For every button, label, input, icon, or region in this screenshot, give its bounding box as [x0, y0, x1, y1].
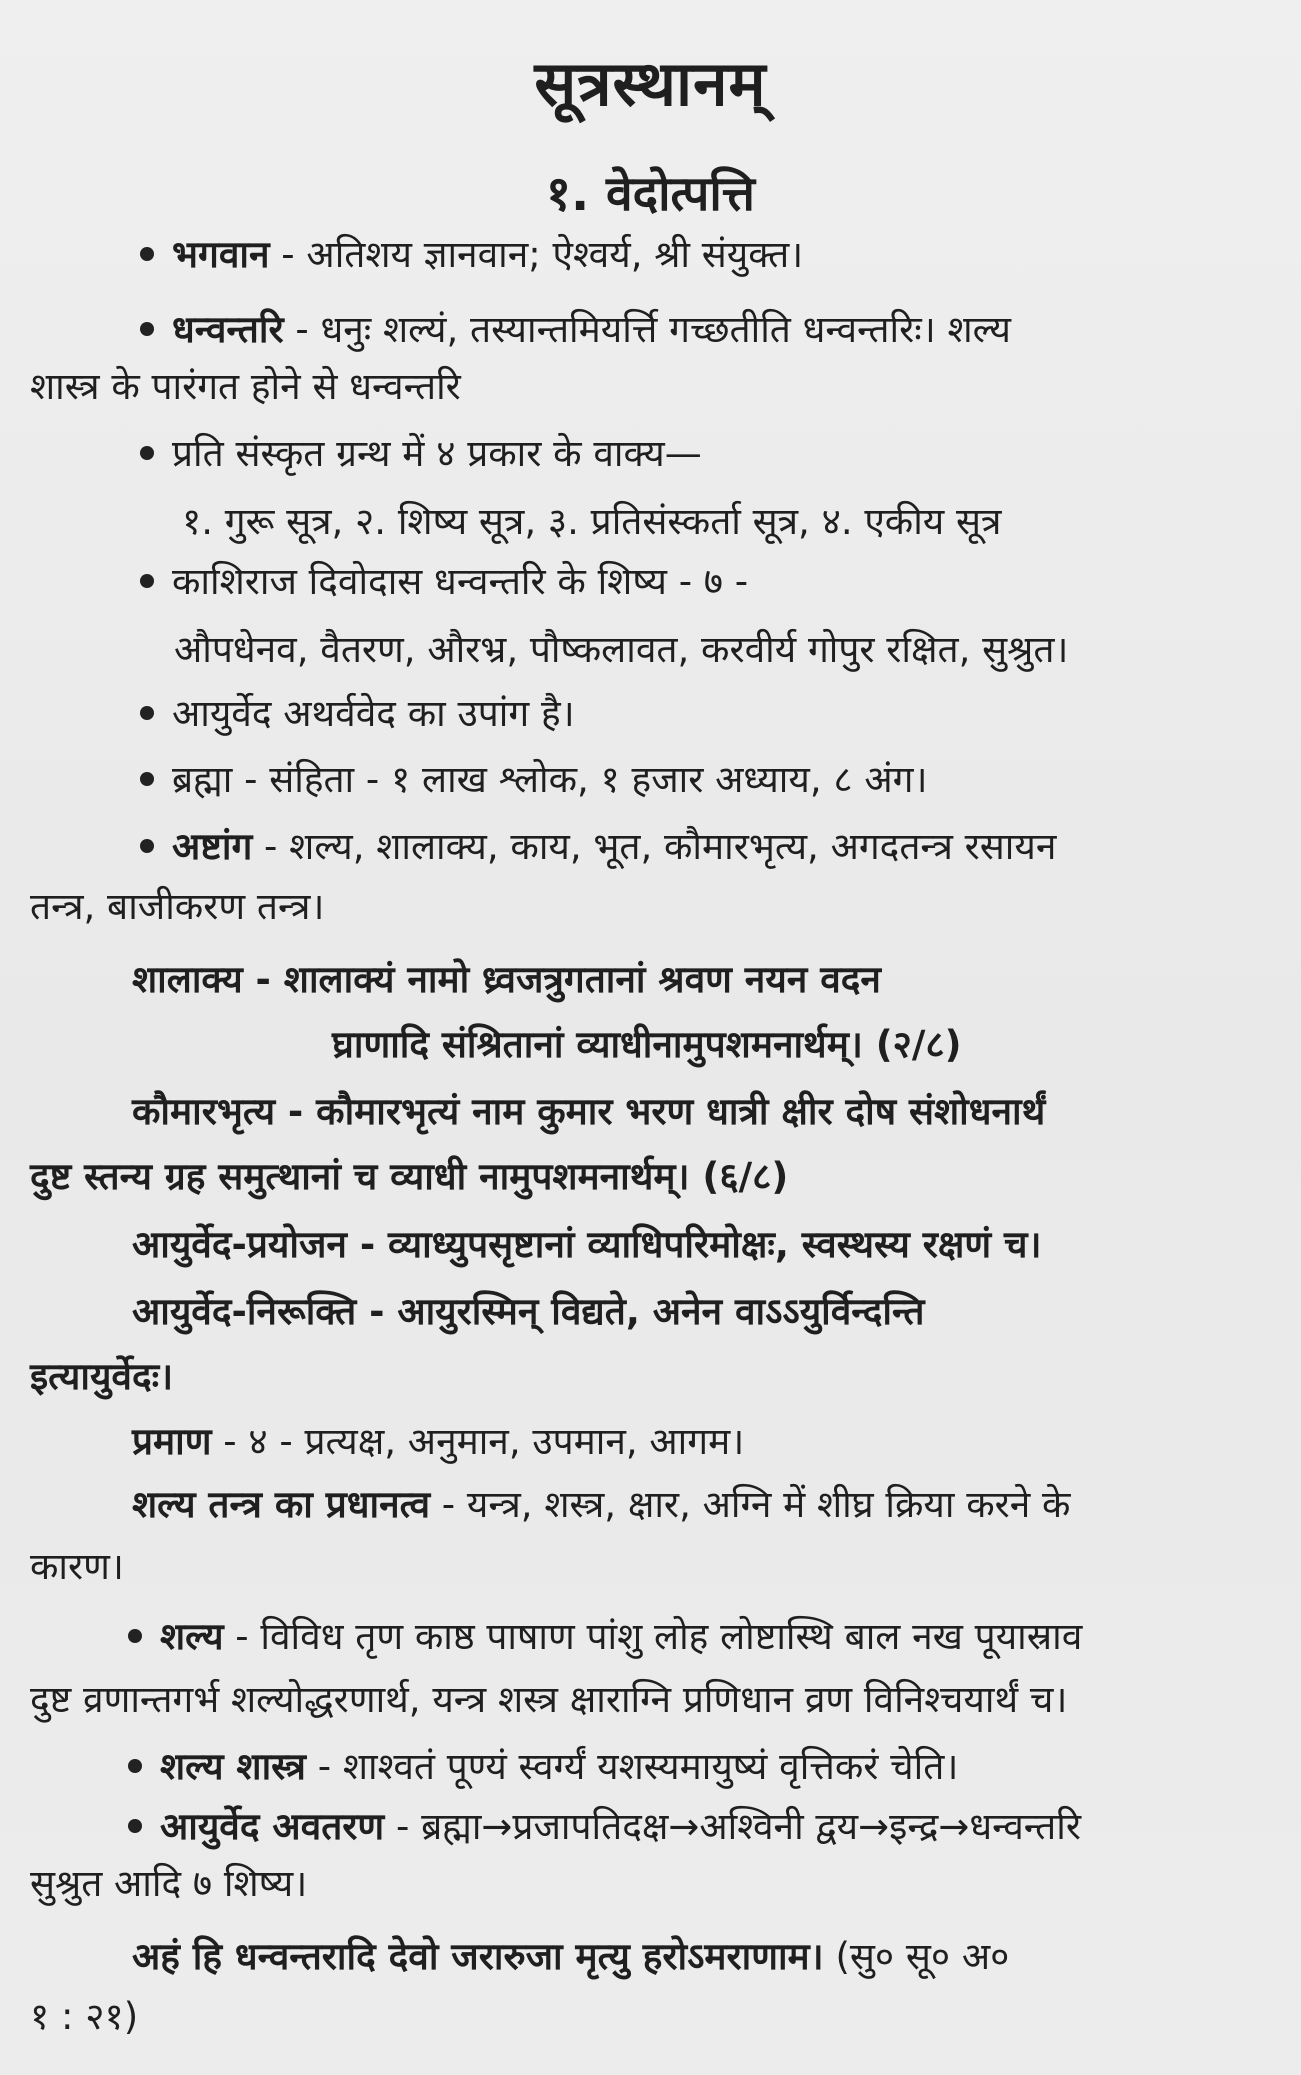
definition-pradhanatva: - यन्त्र, शस्त्र, क्षार, अग्नि में शीघ्र क्रिया करने के — [430, 1483, 1071, 1526]
list-item-bhagwan — [140, 233, 803, 277]
quote-line — [132, 1935, 1009, 1979]
list-item-upang — [140, 692, 575, 736]
term-praman: प्रमाण — [132, 1420, 212, 1463]
definition-praman: - ४ - प्रत्यक्ष, अनुमान, उपमान, आगम। — [211, 1420, 745, 1463]
list-item-shalya — [128, 1615, 1082, 1659]
list-item-brahma — [140, 758, 927, 802]
term-bhagwan: भगवान — [172, 233, 270, 276]
term-ashtang: अष्टांग — [172, 825, 253, 868]
term-dhanvantari: धन्वन्तरि — [172, 308, 284, 351]
bullet-icon — [140, 706, 154, 720]
bullet-icon — [140, 446, 154, 460]
bullet-icon — [140, 574, 154, 588]
bullet-icon — [128, 1629, 142, 1643]
definition-ashtang-cont: तन्त्र, बाजीकरण तन्त्र। — [30, 885, 325, 928]
definition-ashtang: - शल्य, शालाक्य, काय, भूत, कौमारभृत्य, अगदतन्त्र रसायन — [252, 825, 1057, 868]
definition-bhagwan: - अतिशय ज्ञानवान; ऐश्वर्य, श्री संयुक्त। — [269, 233, 804, 276]
bullet-icon — [140, 322, 154, 336]
definition-dhanvantari-cont: शास्त्र के पारंगत होने से धन्वन्तरि — [30, 365, 461, 408]
term-avataran: आयुर्वेद अवतरण — [160, 1805, 385, 1848]
nirukti-line-1: आयुर्वेद-निरूक्ति - आयुरस्मिन् विद्यते, अनेन वाऽऽयुर्विन्दन्ति — [132, 1290, 925, 1333]
quote-reference-cont: १ : २१) — [30, 1995, 139, 2038]
bullet-icon — [128, 1819, 142, 1833]
list-vakya-types: १. गुरू सूत्र, २. शिष्य सूत्र, ३. प्रतिसंस्कर्ता सूत्र, ४. एकीय सूत्र — [182, 500, 1002, 543]
definition-avataran-cont: सुश्रुत आदि ७ शिष्य। — [30, 1862, 308, 1905]
definition-shalya: - विविध तृण काष्ठ पाषाण पांशु लोह लोष्टास्थि बाल नख पूयास्राव — [223, 1615, 1083, 1658]
shalakya-line-1: शालाक्य - शालाक्यं नामो ध्र्वजत्रुगतानां श्रवण नयन वदन — [132, 958, 881, 1001]
list-item-shishya — [140, 560, 748, 604]
page-title: सूत्रस्थानम् — [534, 47, 767, 120]
list-item-dhanvantari — [140, 308, 1011, 352]
text-shishya: काशिराज दिवोदास धन्वन्तरि के शिष्य - ७ - — [172, 560, 749, 603]
quote-reference: (सु० सू० अ० — [823, 1935, 1010, 1978]
kaumar-line-1: कौमारभृत्य - कौमारभृत्यं नाम कुमार भरण धात्री क्षीर दोष संशोधनार्थं — [132, 1090, 1046, 1133]
bullet-icon — [140, 247, 154, 261]
bullet-icon — [140, 772, 154, 786]
term-shalya-shastra: शल्य शास्त्र — [160, 1745, 306, 1788]
text-upang: आयुर्वेद अथर्ववेद का उपांग है। — [172, 692, 575, 735]
pradhanatva-line — [132, 1483, 1070, 1527]
definition-shalya-cont: दुष्ट व्रणान्तगर्भ शल्योद्धरणार्थ, यन्त्र शस्त्र क्षाराग्नि प्रणिधान व्रण विनिश्चयार्थं च। — [30, 1678, 1068, 1721]
list-item-shalya-shastra — [128, 1745, 958, 1789]
kaumar-line-2: दुष्ट स्तन्य ग्रह समुत्थानां च व्याधी नामुपशमनार्थम्। (६/८) — [30, 1155, 789, 1198]
list-item-ashtang — [140, 825, 1056, 869]
quote-text: अहं हि धन्वन्तरादि देवो जरारुजा मृत्यु हरोऽमराणाम। — [132, 1935, 824, 1978]
text-vakya: प्रति संस्कृत ग्रन्थ में ४ प्रकार के वाक्य— — [172, 432, 702, 475]
definition-shalya-shastra: - शाश्वतं पूण्यं स्वर्ग्यं यशस्यमायुष्यं वृत्तिकरं चेति। — [305, 1745, 959, 1788]
definition-dhanvantari: - धनुः शल्यं, तस्यान्तमियर्त्ति गच्छतीति धन्वन्तरिः। शल्य — [283, 308, 1012, 351]
praman-line — [132, 1420, 744, 1464]
list-shishya-names: औपधेनव, वैतरण, औरभ्र, पौष्कलावत, करवीर्य गोपुर रक्षित, सुश्रुत। — [174, 628, 1069, 671]
bullet-icon — [140, 839, 154, 853]
list-item-avataran — [128, 1805, 1081, 1849]
prayojan-line: आयुर्वेद-प्रयोजन - व्याध्युपसृष्टानां व्याधिपरिमोक्षः, स्वस्थस्य रक्षणं च। — [132, 1223, 1042, 1266]
chapter-heading: १. वेदोत्पत्ति — [546, 166, 755, 222]
definition-avataran: - ब्रह्मा→प्रजापतिदक्ष→अश्विनी द्वय→इन्द्र→धन्वन्तरि — [384, 1805, 1081, 1848]
nirukti-line-2: इत्यायुर्वेदः। — [30, 1355, 174, 1398]
bullet-icon — [128, 1759, 142, 1773]
text-brahma: ब्रह्मा - संहिता - १ लाख श्लोक, १ हजार अध्याय, ८ अंग। — [172, 758, 928, 801]
term-pradhanatva: शल्य तन्त्र का प्रधानत्व — [132, 1483, 431, 1526]
list-item-vakya — [140, 432, 702, 476]
definition-pradhanatva-cont: कारण। — [30, 1545, 124, 1588]
shalakya-line-2: घ्राणादि संश्रितानां व्याधीनामुपशमनार्थम्। (२/८) — [332, 1023, 962, 1066]
term-shalya: शल्य — [160, 1615, 224, 1658]
